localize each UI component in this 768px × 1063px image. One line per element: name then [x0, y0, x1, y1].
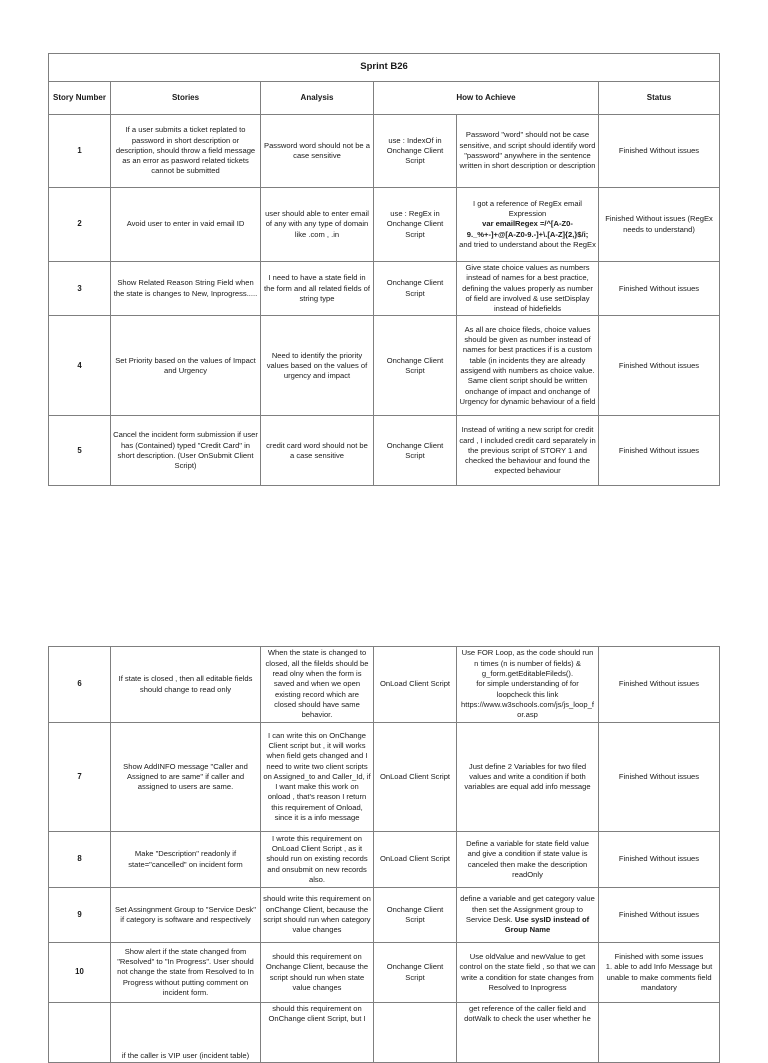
header-story-number: Story Number [49, 82, 111, 115]
achieve-text-post: and tried to understand about the RegEx [459, 239, 596, 249]
analysis-text: should this requirement on OnChange client Script, but I [261, 1003, 374, 1063]
sysid-note: Use sysID instead of Group Name [504, 915, 590, 935]
method-text: Onchange Client Script [374, 888, 457, 943]
method-text: Onchange Client Script [374, 316, 457, 416]
achieve-text [457, 888, 599, 943]
table-row [49, 188, 720, 262]
analysis-text: I wrote this requirement on OnLoad Client Script , as it should run on existing records and onsubmit on new records also. [261, 832, 374, 888]
story-number: 5 [49, 416, 111, 486]
story-text: Show AddINFO message "Caller and Assigned to are same" if caller and assigned to users are same. [111, 723, 261, 832]
table-row [49, 647, 720, 723]
story-text: If a user submits a ticket replated to password in short description or description, should throw a field message as an error as pasword related tickets cannot be submitted [111, 115, 261, 188]
method-text: OnLoad Client Script [374, 647, 457, 723]
analysis-text: When the state is changed to closed, all the filelds should be read olny when the form is saved and when we open existing record which are closed should have same behavior. [261, 647, 374, 723]
status-text [599, 1003, 720, 1063]
achieve-text: Use FOR Loop, as the code should run n times (n is number of fields) & g_form.getEditableFileds(). for simple understanding of for loopcheck this link https://www.w3schools.com/js/js_loop_for.asp [457, 647, 599, 723]
status-text: Finished Without issues [599, 115, 720, 188]
method-text: OnLoad Client Script [374, 723, 457, 832]
table-row [49, 888, 720, 943]
header-status: Status [599, 82, 720, 115]
analysis-text: credit card word should not be a case sensitive [261, 416, 374, 486]
story-number: 9 [49, 888, 111, 943]
header-analysis: Analysis [261, 82, 374, 115]
status-text: Finished Without issues [599, 832, 720, 888]
table-row [49, 943, 720, 1003]
story-number: 6 [49, 647, 111, 723]
analysis-text: I need to have a state field in the form and all related fields of string type [261, 262, 374, 316]
sprint-table-1 [48, 53, 720, 486]
method-text: use : IndexOf in Onchange Client Script [374, 115, 457, 188]
story-number: 4 [49, 316, 111, 416]
sprint-table-2 [48, 646, 720, 1063]
story-number: 8 [49, 832, 111, 888]
story-text: Make "Description" readonly if state="cancelled" on incident form [111, 832, 261, 888]
analysis-text: I can write this on OnChange Client script but , it will works when field gets changed and I need to write two client scripts on Assigned_to and Caller_Id, if I want make this work on onload , that's reason I return this requirement of Onload, since it is a info message [261, 723, 374, 832]
header-stories: Stories [111, 82, 261, 115]
status-text: Finished Without issues [599, 723, 720, 832]
achieve-text: Use oldValue and newValue to get control on the state field , so that we can write a condition for state changes from Resolved to Inprogress [457, 943, 599, 1003]
story-text: If state is closed , then all editable fields should change to read only [111, 647, 261, 723]
status-text: Finished Without issues [599, 888, 720, 943]
story-text: Cancel the incident form submission if user has (Contained) typed "Credit Card" in short description. (User OnSubmit Client Script) [111, 416, 261, 486]
achieve-text: Instead of writing a new script for credit card , I included credit card separately in the previous script of STORY 1 and checked the behaviour and found the expected behaviour [457, 416, 599, 486]
analysis-text: should write this requirement on onChange Client, because the script should run when category value changes [261, 888, 374, 943]
status-text: Finished Without issues [599, 316, 720, 416]
story-number: 1 [49, 115, 111, 188]
achieve-text: Password "word" should not be case sensitive, and script should identify word "password" anywhere in the sentence written in short description or description [457, 115, 599, 188]
status-text: Finished Without issues [599, 416, 720, 486]
achieve-text: As all are choice fileds, choice values should be given as number instead of names for best practices if is a custom table (in incidents they are already assigend with numbers as choice value. Same client script should be written onchange of impact and onchange of Urgency for dynamic behaviour of a field [457, 316, 599, 416]
story-text: Show alert if the state changed from "Resolved" to "In Progress". User should not change the state from Resolved to In Progress without putting comment on incident form. [111, 943, 261, 1003]
achieve-text: get reference of the caller field and dotWalk to check the user whether he [457, 1003, 599, 1063]
story-text: Set Assingnment Group to "Service Desk" if category is software and respectively [111, 888, 261, 943]
story-text: if the caller is VIP user (incident table) [111, 1003, 261, 1063]
story-number: 3 [49, 262, 111, 316]
achieve-text: Give state choice values as numbers instead of names for a best practice, defining the values properly as number of field are involved & use setDisplay instead of hidefields [457, 262, 599, 316]
table-row [49, 723, 720, 832]
story-text: Set Priority based on the values of Impact and Urgency [111, 316, 261, 416]
header-how-to-achieve: How to Achieve [374, 82, 599, 115]
story-number [49, 1003, 111, 1063]
story-text: Avoid user to enter in vaid email ID [111, 188, 261, 262]
analysis-text: Need to identify the priority values based on the values of urgency and impact [261, 316, 374, 416]
achieve-text-pre: define a variable and get category value then set the Assignment group to Service Desk. [460, 894, 595, 924]
analysis-text: Password word should not be a case sensitive [261, 115, 374, 188]
status-text: Finished Without issues (RegEx needs to understand) [599, 188, 720, 262]
analysis-text: should this requirement on Onchange Client, because the script should run when state value changes [261, 943, 374, 1003]
story-number: 10 [49, 943, 111, 1003]
table-row [49, 262, 720, 316]
method-text: Onchange Client Script [374, 262, 457, 316]
method-text: Onchange Client Script [374, 416, 457, 486]
achieve-text: Define a variable for state field value and give a condition if state value is canceled then make the description readOnly [457, 832, 599, 888]
achieve-text [457, 188, 599, 262]
table-row [49, 316, 720, 416]
status-text: Finished with some issues 1. able to add Info Message but unable to make comments field mandatory [599, 943, 720, 1003]
status-text: Finished Without issues [599, 262, 720, 316]
story-number: 7 [49, 723, 111, 832]
table-row [49, 832, 720, 888]
sheet-title: Sprint B26 [49, 54, 720, 82]
table-row [49, 416, 720, 486]
achieve-text: Just define 2 Variables for two filed values and write a condition if both variables are equal add info message [457, 723, 599, 832]
story-number: 2 [49, 188, 111, 262]
table-row [49, 1003, 720, 1063]
status-text: Finished Without issues [599, 647, 720, 723]
method-text: use : RegEx in Onchange Client Script [374, 188, 457, 262]
method-text: Onchange Client Script [374, 943, 457, 1003]
email-regex-code: var emailRegex =/^[A-Z0-9._%+-]+@[A-Z0-9.-]+\.[A-Z]{2,}$/i; [466, 219, 589, 239]
table-row [49, 115, 720, 188]
analysis-text: user should able to enter email of any with any type of domain like .com , .in [261, 188, 374, 262]
achieve-text-pre: I got a reference of RegEx email Expression [473, 198, 582, 219]
method-text [374, 1003, 457, 1063]
method-text: OnLoad Client Script [374, 832, 457, 888]
story-text: Show Related Reason String Field when the state is changes to New, Inprogress..... [111, 262, 261, 316]
